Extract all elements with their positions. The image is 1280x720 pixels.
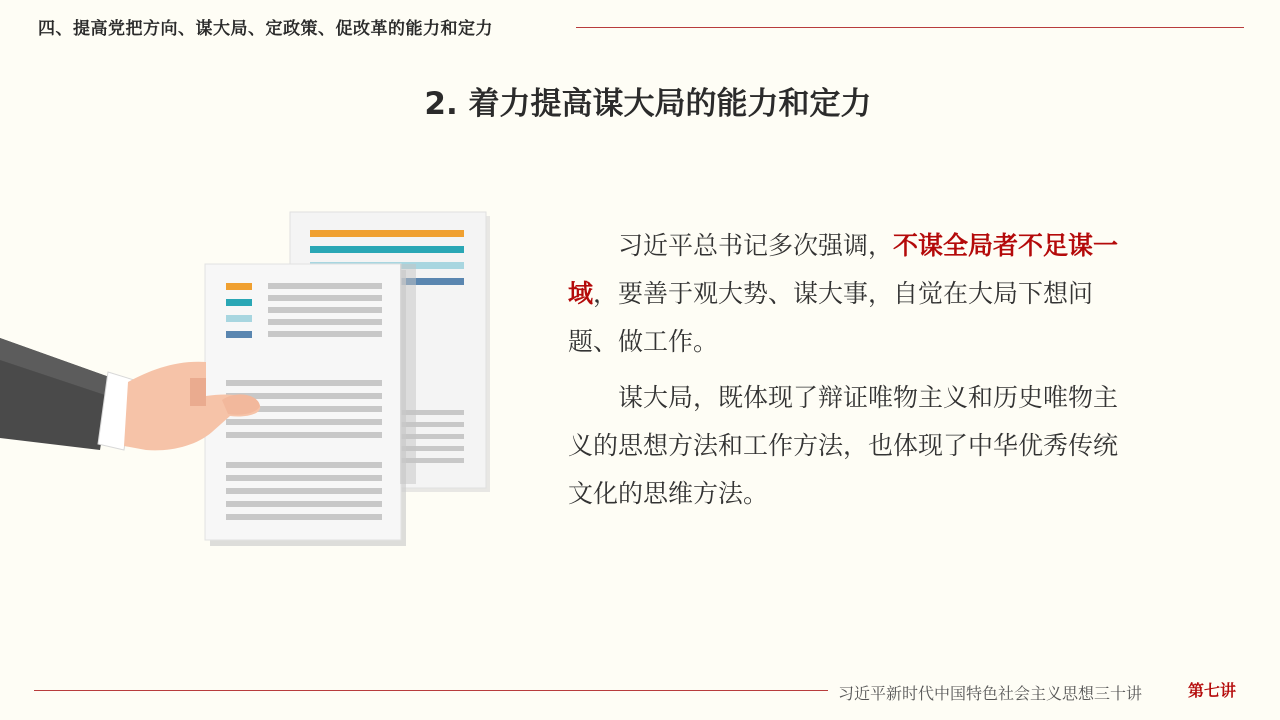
section-title: 四、提高党把方向、谋大局、定政策、促改革的能力和定力 — [38, 19, 493, 39]
footer-lecture-label: 第七讲 — [1188, 681, 1237, 700]
hand-holding-documents-icon — [0, 200, 520, 560]
footer-divider — [34, 690, 828, 691]
paragraph-1-tail: ，要善于观大势、谋大事，自觉在大局下想问题、做工作。 — [568, 279, 1094, 356]
paragraph-1 — [568, 222, 1128, 366]
emphasis-quote: 不谋全局者不足谋一域 — [568, 231, 1119, 308]
header-divider — [576, 27, 1244, 28]
paragraph-2: 谋大局，既体现了辩证唯物主义和历史唯物主义的思想方法和工作方法，也体现了中华优秀传统文化的思维方法。 — [568, 383, 1119, 508]
body-text — [568, 222, 1128, 526]
footer-series-title: 习近平新时代中国特色社会主义思想三十讲 — [838, 684, 1143, 703]
paragraph-1-lead: 习近平总书记多次强调， — [618, 231, 894, 260]
slide-title: 2. 着力提高谋大局的能力和定力 — [424, 86, 872, 122]
